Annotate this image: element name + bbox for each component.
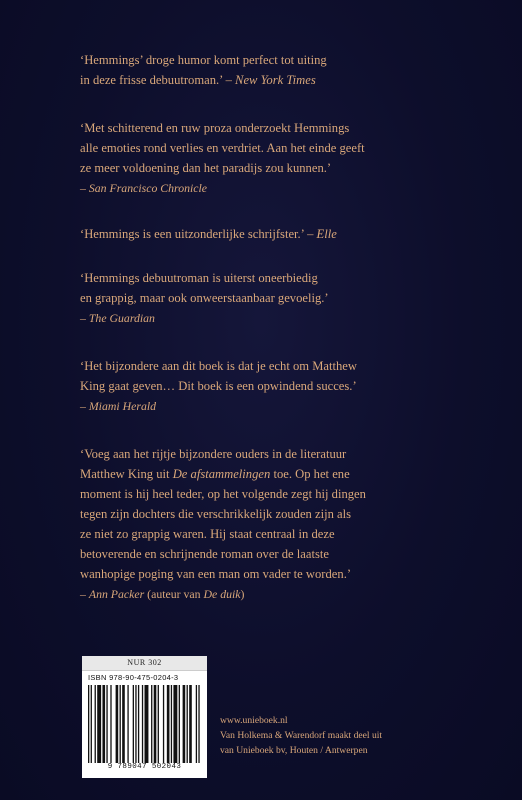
quote-attribution [80, 308, 510, 328]
barcode-icon [88, 685, 201, 763]
book-title: De duik [203, 587, 241, 601]
review-quote [80, 268, 510, 328]
barcode-panel [82, 656, 207, 778]
quote-source: Miami Herald [88, 399, 157, 413]
quote-author: Ann Packer [88, 587, 145, 601]
nur-code: NUR 302 [82, 656, 207, 671]
quote-source: San Francisco Chronicle [88, 181, 208, 195]
quote-line: ze niet zo grappig waren. Hij staat centraal in deze [80, 527, 335, 541]
quote-line: ‘Hemmings’ droge humor komt perfect tot uiting [80, 53, 327, 67]
quote-line [80, 70, 510, 90]
review-quote [80, 50, 510, 90]
publisher-line: van Unieboek bv, Houten / Antwerpen [220, 745, 368, 756]
quote-attribution [80, 178, 510, 198]
review-quote [80, 356, 510, 416]
quote-line: King gaat geven… Dit boek is een opwindend succes.’ [80, 379, 357, 393]
quote-source: New York Times [235, 73, 316, 87]
quote-text: ‘Hemmings is een uitzonderlijke schrijfster.’ – [80, 227, 317, 241]
quote-line [80, 464, 510, 484]
book-title: De afstammelingen [172, 467, 271, 481]
quote-line: tegen zijn dochters die verschrikkelijk zouden zijn als [80, 507, 352, 521]
quote-text: toe. Op het ene [270, 467, 350, 481]
quote-source: Elle [316, 227, 337, 241]
quote-line: betoverende en schrijnende roman over de laatste [80, 547, 329, 561]
quote-source: The Guardian [88, 311, 155, 325]
attribution-dash: – [80, 181, 89, 195]
quote-line [80, 224, 510, 244]
quote-text: Matthew King uit [80, 467, 173, 481]
quote-line: ‘Met schitterend en ruw proza onderzoekt Hemmings [80, 121, 350, 135]
attribution-dash: – [80, 587, 89, 601]
attribution-text: (auteur van [144, 587, 204, 601]
quote-line: alle emoties rond verlies en verdriet. Aan het einde geeft [80, 141, 365, 155]
quote-line: wanhopige poging van een man om vader te worden.’ [80, 567, 352, 581]
quote-line: ‘Hemmings debuutroman is uiterst oneerbiedig [80, 271, 318, 285]
quote-line: en grappig, maar ook onweerstaanbaar gevoelig.’ [80, 291, 329, 305]
quote-attribution [80, 396, 510, 416]
review-quote [80, 444, 510, 604]
review-quote [80, 118, 510, 198]
barcode-digits: 9 789047 502043 [107, 763, 182, 771]
quote-line: ze meer voldoening dan het paradijs zou kunnen.’ [80, 161, 332, 175]
attribution-dash: – [80, 399, 89, 413]
quote-line: moment is hij heel teder, op het volgende zegt hij dingen [80, 487, 366, 501]
review-quote [80, 224, 510, 244]
attribution-text: ) [240, 587, 245, 601]
quote-line: ‘Voeg aan het rijtje bijzondere ouders in de literatuur [80, 447, 347, 461]
publisher-url: www.unieboek.nl [220, 715, 288, 726]
isbn-text: ISBN 978-90-475-0204-3 [88, 673, 179, 682]
quote-attribution [80, 584, 510, 604]
quote-text: in deze frisse debuutroman.’ – [80, 73, 236, 87]
quote-line: ‘Het bijzondere aan dit boek is dat je echt om Matthew [80, 359, 357, 373]
publisher-line: Van Holkema & Warendorf maakt deel uit [220, 730, 383, 741]
publisher-info [220, 713, 382, 758]
review-quotes [80, 50, 510, 632]
attribution-dash: – [80, 311, 89, 325]
